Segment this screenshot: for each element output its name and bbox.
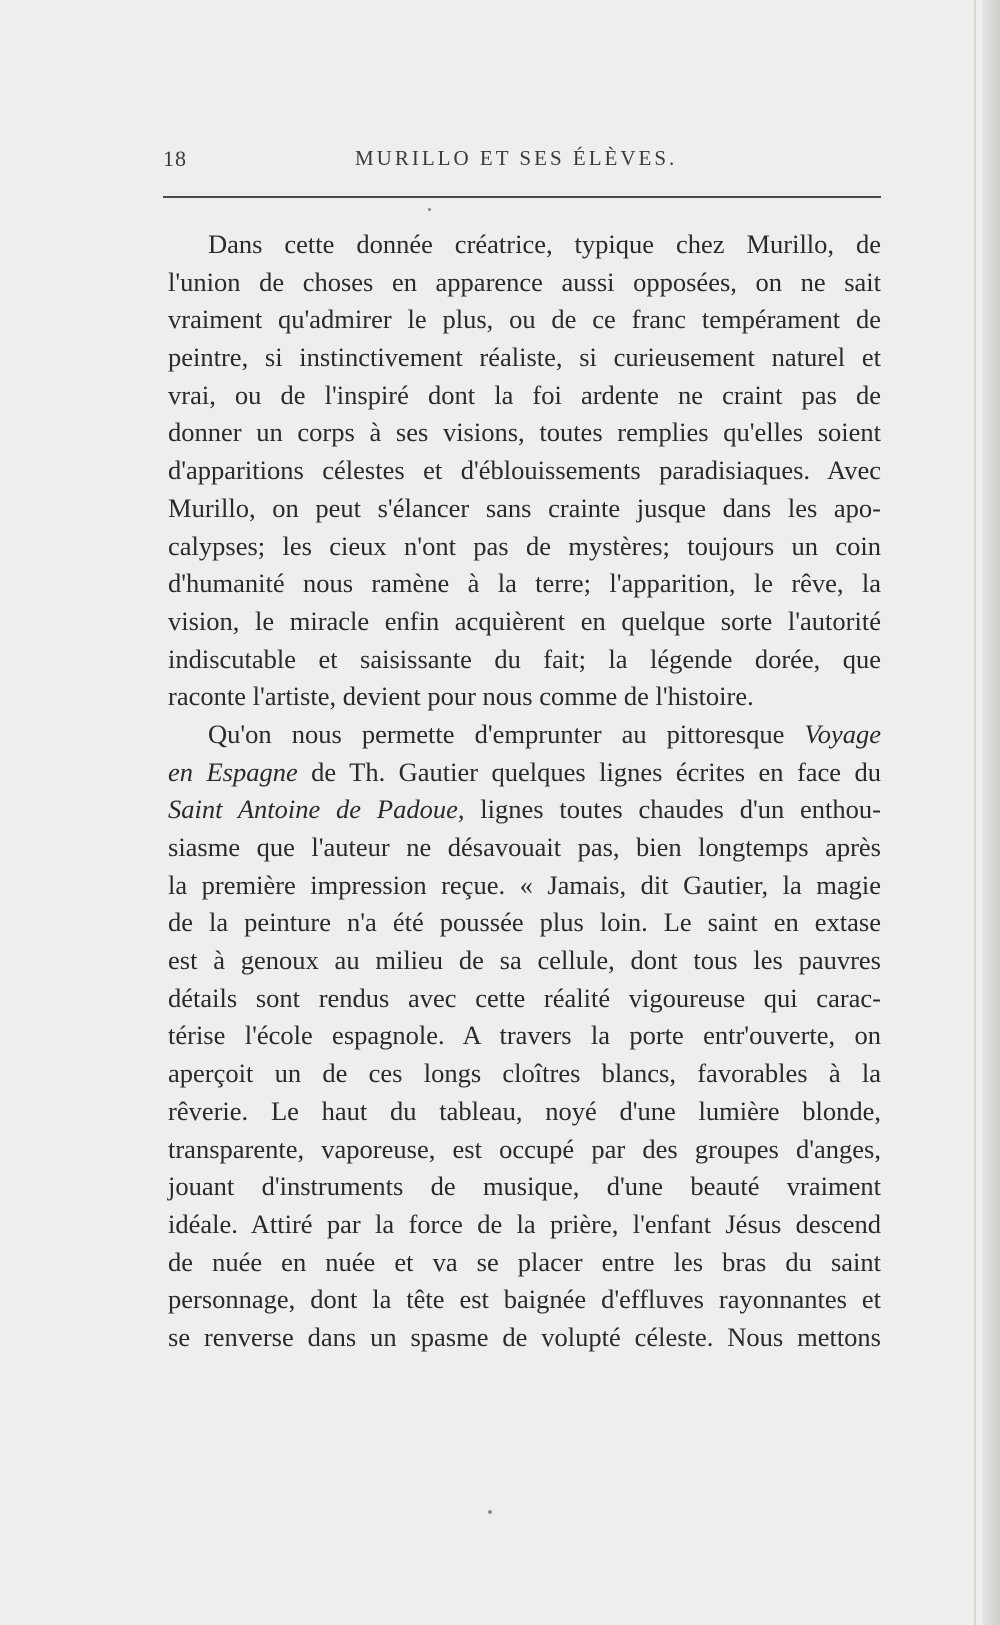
text-segment: vraiment qu'admirer le plus, ou de ce franc tempérament de — [168, 304, 881, 335]
text-line — [168, 678, 881, 716]
text-segment: peintre, si instinctivement réaliste, si curieusement naturel et — [168, 342, 881, 373]
text-segment: rêverie. Le haut du tableau, noyé d'une lumière blonde, — [168, 1095, 881, 1126]
text-segment: Dans cette donnée créatrice, typique chez Murillo, de — [208, 229, 881, 259]
text-line — [168, 829, 881, 867]
italic-title-text: en Espagne — [168, 756, 298, 787]
text-line — [168, 603, 881, 641]
body-text — [168, 226, 881, 1357]
text-segment: indiscutable et saisissante du fait; la légende dorée, que — [168, 643, 881, 674]
text-line — [168, 339, 881, 377]
text-segment: de Th. Gautier quelques lignes écrites en face du — [297, 756, 881, 787]
text-segment: idéale. Attiré par la force de la prière, l'enfant Jésus descend — [168, 1208, 881, 1239]
running-title: MURILLO ET SES ÉLÈVES. — [355, 146, 678, 170]
text-line — [168, 641, 881, 679]
text-line — [168, 1131, 881, 1169]
text-line — [168, 1017, 881, 1055]
text-line — [168, 377, 881, 415]
text-line — [168, 980, 881, 1018]
text-segment: transparente, vaporeuse, est occupé par des groupes d'anges, — [168, 1133, 881, 1164]
text-segment: donner un corps à ses visions, toutes remplies qu'elles soient — [168, 417, 881, 448]
text-segment: la première impression reçue. « Jamais, dit Gautier, la magie — [168, 869, 881, 900]
paper-speck — [488, 1510, 492, 1514]
text-segment: est à genoux au milieu de sa cellule, dont tous les pauvres — [168, 945, 881, 976]
text-line — [168, 264, 881, 302]
text-line — [168, 301, 881, 339]
text-segment: raconte l'artiste, devient pour nous comme de l'histoire. — [168, 681, 754, 712]
text-line — [168, 565, 881, 603]
text-segment: Qu'on nous permette d'emprunter au pittoresque — [208, 718, 805, 749]
page-number: 18 — [163, 146, 187, 171]
text-line — [168, 942, 881, 980]
text-line — [168, 904, 881, 942]
text-line — [168, 452, 881, 490]
italic-title-text: Voyage — [804, 718, 881, 749]
text-line — [168, 1168, 881, 1206]
header-rule — [163, 196, 881, 198]
text-line — [168, 1093, 881, 1131]
text-segment: vision, le miracle enfin acquièrent en quelque sorte l'autorité — [168, 605, 881, 636]
text-segment: calypses; les cieux n'ont pas de mystères; toujours un coin — [168, 530, 881, 561]
paper-speck — [428, 208, 431, 211]
text-line — [168, 1319, 881, 1357]
text-line — [168, 414, 881, 452]
text-line — [168, 226, 881, 264]
text-segment: se renverse dans un spasme de volupté céleste. Nous mettons — [168, 1321, 881, 1352]
text-segment: jouant d'instruments de musique, d'une beauté vraiment — [168, 1171, 881, 1202]
text-segment: lignes toutes chaudes d'un enthou- — [464, 794, 881, 825]
text-line — [168, 867, 881, 905]
text-segment: Murillo, on peut s'élancer sans crainte jusque dans les apo- — [168, 492, 881, 523]
text-segment: l'union de choses en apparence aussi opposées, on ne sait — [168, 266, 881, 297]
text-segment: aperçoit un de ces longs cloîtres blancs, favorables à la — [168, 1058, 881, 1089]
text-line — [168, 791, 881, 829]
text-line — [168, 754, 881, 792]
text-segment: siasme que l'auteur ne désavouait pas, bien longtemps après — [168, 832, 881, 862]
text-line — [168, 490, 881, 528]
page-edge-line — [974, 0, 976, 1625]
italic-title-text: Saint Antoine de Padoue, — [168, 794, 465, 825]
text-line — [168, 716, 881, 754]
text-segment: de nuée en nuée et va se placer entre les bras du saint — [168, 1246, 881, 1277]
page-header — [163, 146, 881, 182]
text-segment: vrai, ou de l'inspiré dont la foi ardente ne craint pas de — [168, 379, 881, 410]
text-segment: personnage, dont la tête est baignée d'effluves rayonnantes et — [168, 1284, 881, 1315]
text-line — [168, 1055, 881, 1093]
text-segment: d'humanité nous ramène à la terre; l'apparition, le rêve, la — [168, 568, 881, 599]
text-segment: térise l'école espagnole. A travers la porte entr'ouverte, on — [168, 1020, 881, 1051]
text-line — [168, 528, 881, 566]
text-line — [168, 1244, 881, 1282]
page-edge-shadow — [982, 0, 1000, 1625]
text-segment: de la peinture n'a été poussée plus loin. Le saint en extase — [168, 907, 881, 938]
text-segment: d'apparitions célestes et d'éblouissements paradisiaques. Avec — [168, 455, 881, 486]
text-segment: détails sont rendus avec cette réalité vigoureuse qui carac- — [168, 982, 881, 1013]
text-line — [168, 1206, 881, 1244]
text-line — [168, 1281, 881, 1319]
